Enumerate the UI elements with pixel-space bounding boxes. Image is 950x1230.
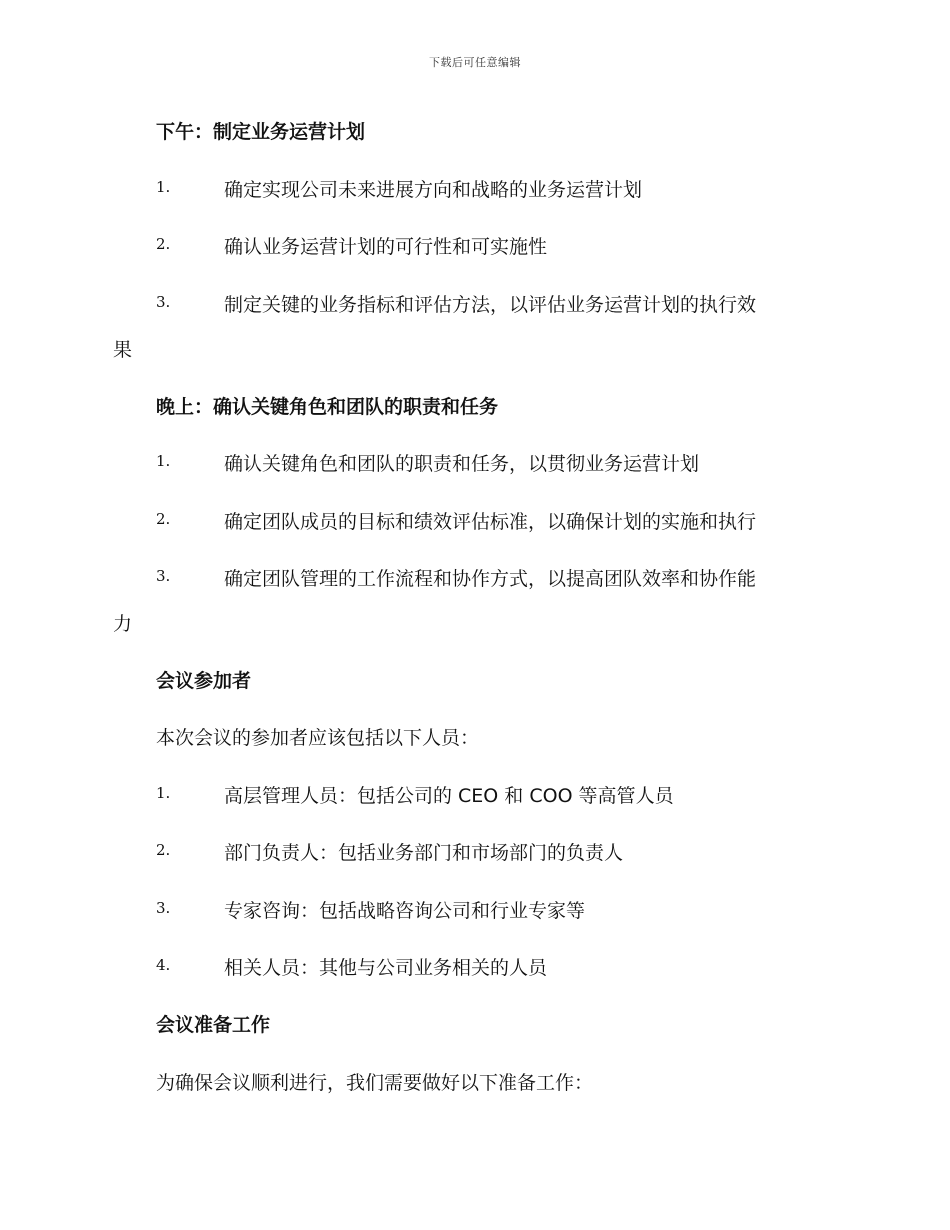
list-item-number: 2. bbox=[156, 841, 171, 859]
section-heading-afternoon: 下午：制定业务运营计划 bbox=[156, 121, 366, 143]
list-item-text: 确定团队管理的工作流程和协作方式，以提高团队效率和协作能 bbox=[224, 568, 757, 590]
list-item-number: 3. bbox=[156, 899, 171, 917]
list-item-number: 3. bbox=[156, 567, 171, 585]
list-item-text: 专家咨询：包括战略咨询公司和行业专家等 bbox=[224, 900, 586, 922]
list-item bbox=[0, 232, 950, 256]
list-item bbox=[0, 953, 950, 977]
section-intro-participants: 本次会议的参加者应该包括以下人员： bbox=[156, 727, 480, 749]
list-item-text: 确认关键角色和团队的职责和任务，以贯彻业务运营计划 bbox=[224, 453, 700, 475]
list-item bbox=[0, 838, 950, 862]
list-item bbox=[0, 896, 950, 920]
list-item bbox=[0, 449, 950, 473]
list-item-text: 制定关键的业务指标和评估方法，以评估业务运营计划的执行效 bbox=[224, 294, 757, 316]
section-heading-participants: 会议参加者 bbox=[156, 670, 252, 692]
list-item bbox=[0, 507, 950, 531]
section-heading-preparation: 会议准备工作 bbox=[156, 1014, 271, 1036]
list-item-number: 2. bbox=[156, 235, 171, 253]
list-item bbox=[0, 781, 950, 805]
list-item-number: 2. bbox=[156, 510, 171, 528]
list-item-text: 确定团队成员的目标和绩效评估标准，以确保计划的实施和执行 bbox=[224, 511, 757, 533]
list-item-number: 4. bbox=[156, 956, 171, 974]
section-intro-preparation: 为确保会议顺利进行，我们需要做好以下准备工作： bbox=[156, 1072, 594, 1094]
list-item-continuation: 果 bbox=[113, 339, 133, 361]
list-item-text: 确认业务运营计划的可行性和可实施性 bbox=[224, 236, 548, 258]
list-item-number: 1. bbox=[156, 452, 171, 470]
list-item-number: 1. bbox=[156, 784, 171, 802]
section-heading-evening: 晚上：确认关键角色和团队的职责和任务 bbox=[156, 396, 499, 418]
list-item-text: 确定实现公司未来进展方向和战略的业务运营计划 bbox=[224, 179, 643, 201]
list-item bbox=[0, 564, 950, 588]
list-item-number: 3. bbox=[156, 293, 171, 311]
list-item-continuation: 力 bbox=[113, 613, 133, 635]
page-header: 下载后可任意编辑 bbox=[429, 56, 521, 69]
list-item bbox=[0, 290, 950, 314]
list-item bbox=[0, 175, 950, 199]
list-item-text: 高层管理人员：包括公司的 CEO 和 COO 等高管人员 bbox=[224, 785, 674, 807]
list-item-text: 部门负责人：包括业务部门和市场部门的负责人 bbox=[224, 842, 624, 864]
list-item-text: 相关人员：其他与公司业务相关的人员 bbox=[224, 957, 548, 979]
list-item-number: 1. bbox=[156, 178, 171, 196]
